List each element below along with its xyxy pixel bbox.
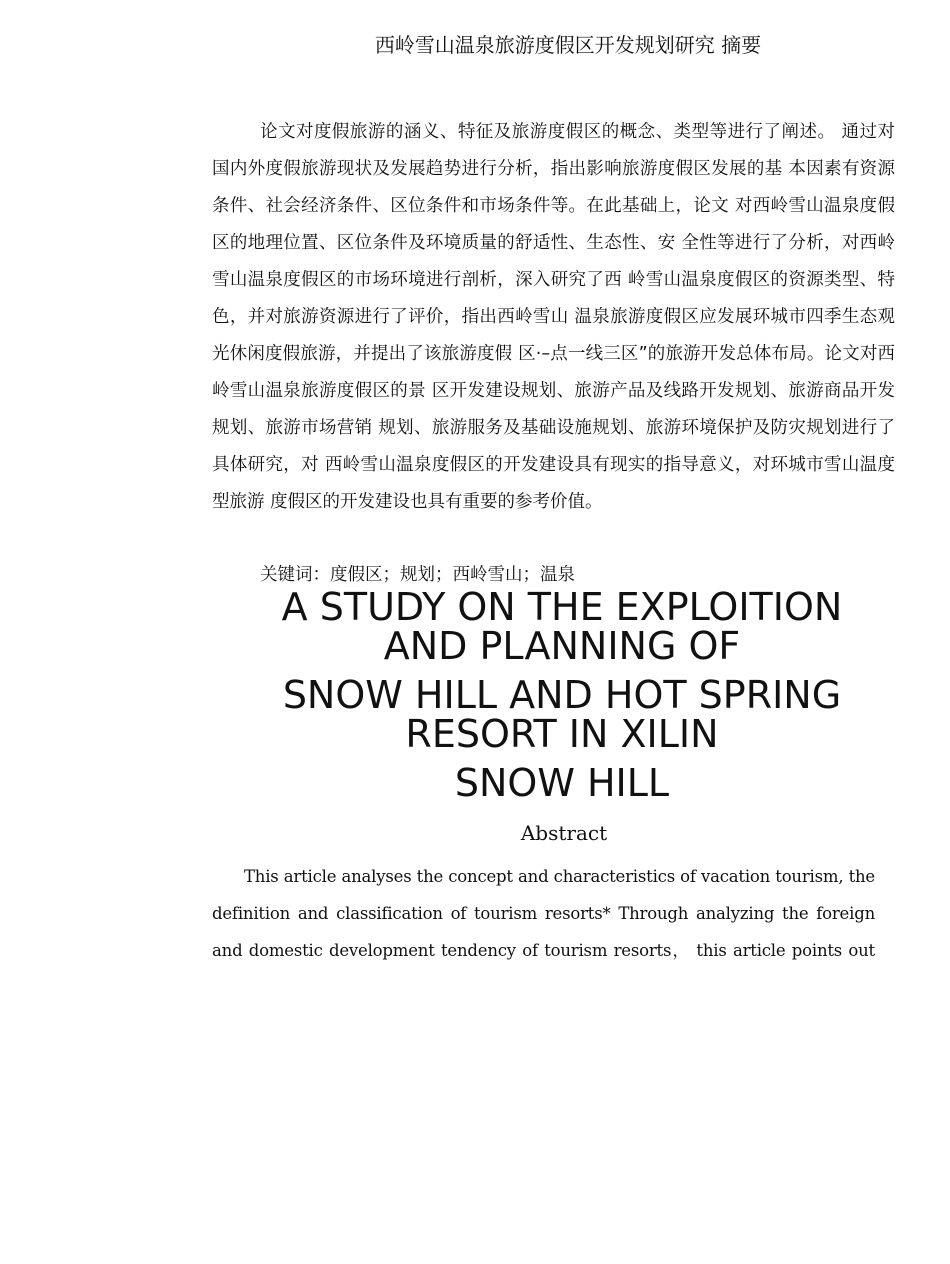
english-title-line-3: SNOW HILL: [454, 761, 670, 805]
english-title: [262, 585, 862, 805]
chinese-keywords: 关键词：度假区；规划；西岭雪山；温泉: [260, 565, 575, 585]
english-abstract-paragraph: This article analyses the concept and characteristics of vacation tourism, the definition and classification of tourism resorts* Through analyzing the foreign and domestic development tendency of tourism resorts， this article points out: [212, 867, 875, 960]
english-abstract-heading: Abstract: [520, 821, 608, 845]
chinese-abstract-paragraph: 论文对度假旅游的涵义、特征及旅游度假区的概念、类型等进行了阐述。 通过对国内外度假旅游现状及发展趋势进行分析，指出影响旅游度假区发展的基 本因素有资源条件、社会经济条件、区位条件和市场条件等。在此基础上，论文 对西岭雪山温泉度假区的地理位置、区位条件及环境质量的舒适性、生态性、安 全性等进行了分析，对西岭雪山温泉度假区的市场环境进行剖析，深入研究了西 岭雪山温泉度假区的资源类型、特色，并对旅游资源进行了评价，指出西岭雪山 温泉旅游度假区应发展环城市四季生态观光休闲度假旅游，并提出了该旅游度假 区·–点一线三区”的旅游开发总体布局。论文对西岭雪山温泉旅游度假区的景 区开发建设规划、旅游产品及线路开发规划、旅游商品开发规划、旅游市场营销 规划、旅游服务及基础设施规划、旅游环境保护及防灾规划进行了具体研究，对 西岭雪山温泉度假区的开发建设具有现实的指导意义，对环城市雪山温度型旅游 度假区的开发建设也具有重要的参考价值。: [212, 122, 895, 512]
chinese-title: 西岭雪山温泉旅游度假区开发规划研究 摘要: [374, 33, 762, 57]
english-title-line-2: SNOW HILL AND HOT SPRING RESORT IN XILIN: [282, 673, 842, 756]
english-title-line-1: A STUDY ON THE EXPLOITION AND PLANNING OF: [281, 585, 843, 668]
